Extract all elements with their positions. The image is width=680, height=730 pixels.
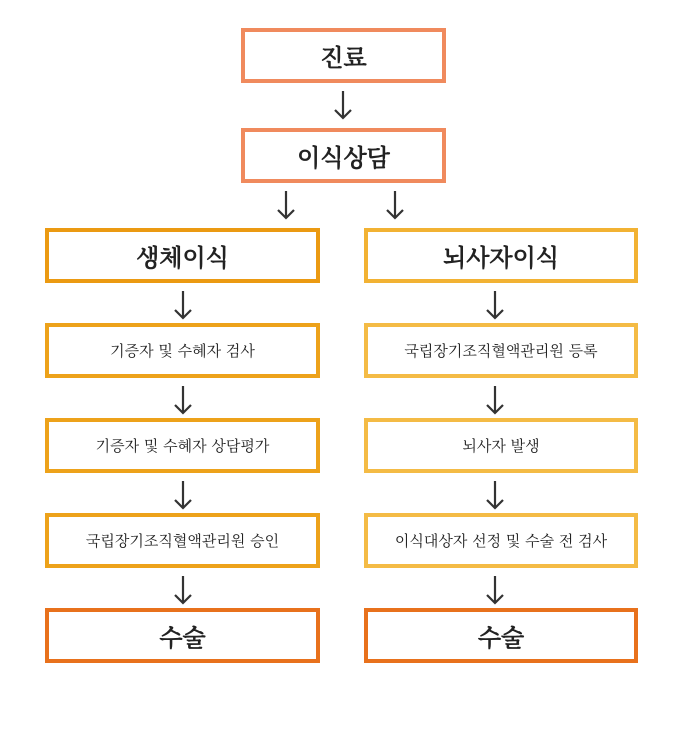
consultation-box xyxy=(241,28,446,83)
living-step-box xyxy=(45,418,320,473)
living-step-box xyxy=(45,323,320,378)
down-arrow-icon xyxy=(274,188,298,222)
living-donor-transplant-label: 생체이식 xyxy=(136,244,229,272)
living-surgery-box xyxy=(45,608,320,663)
living-step-label: 기증자 및 수혜자 상담평가 xyxy=(95,437,270,455)
down-arrow-icon xyxy=(331,88,355,122)
living-step-label: 국립장기조직혈액관리원 승인 xyxy=(85,532,280,550)
brain-death-step-box xyxy=(364,418,638,473)
down-arrow-icon xyxy=(171,478,195,512)
down-arrow-icon xyxy=(383,188,407,222)
brain-death-surgery-label: 수술 xyxy=(477,624,525,652)
brain-death-transplant-label: 뇌사자이식 xyxy=(443,244,559,272)
brain-death-step-label: 뇌사자 발생 xyxy=(462,437,540,455)
living-donor-transplant-box xyxy=(45,228,320,283)
brain-death-step-label: 국립장기조직혈액관리원 등록 xyxy=(404,342,598,360)
down-arrow-icon xyxy=(483,288,507,322)
transplant-counseling-label: 이식상담 xyxy=(297,144,390,172)
brain-death-step-box xyxy=(364,513,638,568)
brain-death-step-box xyxy=(364,323,638,378)
living-step-box xyxy=(45,513,320,568)
down-arrow-icon xyxy=(483,573,507,607)
down-arrow-icon xyxy=(483,478,507,512)
down-arrow-icon xyxy=(171,288,195,322)
consultation-label: 진료 xyxy=(320,44,367,72)
down-arrow-icon xyxy=(171,573,195,607)
down-arrow-icon xyxy=(483,383,507,417)
brain-death-surgery-box xyxy=(364,608,638,663)
living-surgery-label: 수술 xyxy=(159,624,206,652)
brain-death-step-label: 이식대상자 선정 및 수술 전 검사 xyxy=(394,532,608,550)
transplant-counseling-box xyxy=(241,128,446,183)
living-step-label: 기증자 및 수혜자 검사 xyxy=(110,342,255,360)
down-arrow-icon xyxy=(171,383,195,417)
brain-death-transplant-box xyxy=(364,228,638,283)
